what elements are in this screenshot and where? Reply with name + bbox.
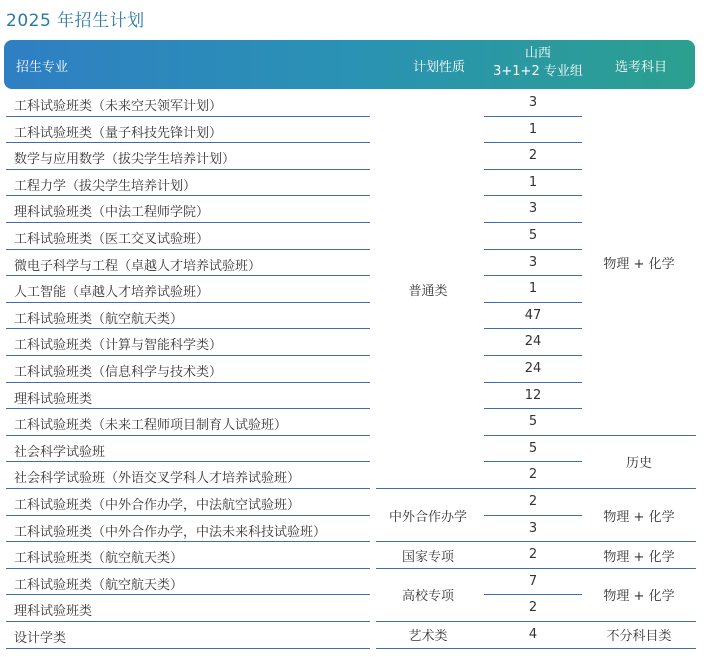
plan-type-divider: [376, 541, 484, 542]
table-row-count: 3: [528, 95, 538, 110]
table-row-major: 社会科学试验班（外语交叉学科人才培养试验班）: [14, 471, 301, 487]
table-row-major: 工科试验班类（中外合作办学，中法未来科技试验班）: [14, 524, 327, 540]
count-row-divider: [484, 594, 582, 595]
subject-divider: [582, 541, 696, 542]
major-row-divider: [6, 355, 370, 356]
table-row-major: 工科试验班类（中外合作办学，中法航空试验班）: [14, 498, 301, 513]
table-row-major: 工程力学（拔尖学生培养计划）: [14, 178, 197, 194]
header-province: [488, 45, 588, 81]
subject-divider: [582, 648, 696, 649]
table-row-count: 1: [528, 281, 538, 297]
subject-requirement-cell: 物理 + 化学: [603, 589, 675, 605]
subject-requirement-cell: 物理 + 化学: [603, 256, 675, 272]
subject-divider: [582, 568, 696, 569]
table-row-count: 2: [528, 467, 538, 483]
major-row-divider: [6, 488, 370, 489]
table-header: [4, 40, 695, 89]
subject-requirement-cell: 物理 + 化学: [603, 509, 675, 525]
count-row-divider: [484, 249, 582, 250]
table-row-major: 理科试验班类: [14, 391, 93, 407]
plan-type-cell: 高校专项: [401, 589, 454, 605]
table-row-count: 2: [528, 148, 538, 164]
major-row-divider: [6, 461, 370, 462]
table-row-count: 7: [528, 573, 538, 589]
plan-type-cell: 艺术类: [408, 629, 448, 645]
table-row-major: 工科试验班类（航空航天类）: [14, 577, 184, 593]
count-row-divider: [484, 648, 582, 649]
table-row-count: 3: [528, 201, 538, 217]
major-row-divider: [6, 648, 370, 649]
count-row-divider: [484, 275, 582, 276]
plan-type-divider: [376, 648, 484, 649]
table-row-major: 工科试验班类（未来空天领军计划）: [14, 99, 223, 114]
major-row-divider: [6, 621, 370, 622]
major-row-divider: [6, 541, 370, 542]
plan-type-divider: [376, 621, 484, 622]
count-row-divider: [484, 515, 582, 516]
table-row-major: 理科试验班类（中法工程师学院）: [14, 205, 210, 221]
count-row-divider: [484, 488, 582, 489]
table-row-count: 2: [528, 600, 538, 616]
table-row-major: 工科试验班类（未来工程师项目制育人试验班）: [14, 418, 288, 434]
header-major: 招生专业: [16, 60, 69, 75]
major-row-divider: [6, 116, 370, 117]
header-plan-type: 计划性质: [412, 60, 465, 75]
major-row-divider: [6, 275, 370, 276]
table-row-major: 工科试验班类（航空航天类）: [14, 311, 184, 327]
count-row-divider: [484, 435, 582, 436]
header-province-group: 3+1+2 专业组: [493, 64, 583, 79]
count-row-divider: [484, 355, 582, 356]
major-row-divider: [6, 222, 370, 223]
plan-type-divider: [376, 488, 484, 489]
table-row-count: 3: [528, 520, 538, 536]
subject-divider: [582, 435, 696, 436]
count-row-divider: [484, 195, 582, 196]
major-row-divider: [6, 515, 370, 516]
table-row-count: 2: [528, 547, 538, 563]
count-row-divider: [484, 408, 582, 409]
table-row-major: 工科试验班类（航空航天类）: [14, 551, 184, 567]
subject-divider: [582, 621, 696, 622]
table-row-count: 3: [528, 254, 538, 270]
major-row-divider: [6, 435, 370, 436]
count-row-divider: [484, 169, 582, 170]
count-row-divider: [484, 302, 582, 303]
count-row-divider: [484, 142, 582, 143]
count-row-divider: [484, 382, 582, 383]
major-row-divider: [6, 169, 370, 170]
count-row-divider: [484, 222, 582, 223]
major-row-divider: [6, 594, 370, 595]
major-row-divider: [6, 382, 370, 383]
table-row-count: 47: [524, 307, 542, 323]
table-row-count: 5: [528, 228, 538, 243]
major-row-divider: [6, 568, 370, 569]
header-subjects: 选考科目: [614, 60, 667, 75]
count-row-divider: [484, 541, 582, 542]
plan-type-cell: 普通类: [408, 283, 448, 299]
table-row-count: 12: [524, 387, 542, 403]
subject-divider: [582, 488, 696, 489]
table-row-major: 社会科学试验班: [14, 444, 106, 460]
count-row-divider: [484, 568, 582, 569]
table-row-count: 24: [524, 361, 542, 376]
table-row-major: 数学与应用数学（拔尖学生培养计划）: [14, 152, 236, 168]
plan-type-cell: 中外合作办学: [388, 509, 467, 525]
subject-requirement-cell: 不分科目类: [606, 629, 672, 645]
count-row-divider: [484, 621, 582, 622]
major-row-divider: [6, 249, 370, 250]
table-row-count: 5: [528, 414, 538, 430]
table-row-major: 人工智能（卓越人才培养试验班）: [14, 285, 210, 301]
table-row-count: 1: [528, 121, 538, 137]
table-row-count: 2: [528, 494, 538, 509]
plan-type-cell: 国家专项: [401, 549, 454, 565]
major-row-divider: [6, 408, 370, 409]
major-row-divider: [6, 142, 370, 143]
count-row-divider: [484, 328, 582, 329]
page-title: 2025 年招生计划: [6, 11, 145, 31]
count-row-divider: [484, 461, 582, 462]
subject-requirement-cell: 物理 + 化学: [603, 549, 675, 565]
subject-requirement-cell: 历史: [625, 456, 652, 472]
header-province-name: 山西: [524, 46, 551, 61]
table-row-major: 微电子科学与工程（卓越人才培养试验班）: [14, 258, 262, 274]
table-row-count: 5: [528, 440, 538, 456]
major-row-divider: [6, 328, 370, 329]
plan-type-divider: [376, 568, 484, 569]
table-row-major: 工科试验班类（量子科技先锋计划）: [14, 125, 223, 141]
table-row-major: 设计学类: [14, 631, 67, 646]
major-row-divider: [6, 195, 370, 196]
table-row-count: 1: [528, 174, 538, 190]
count-row-divider: [484, 116, 582, 117]
table-row-major: 理科试验班类: [14, 604, 93, 620]
table-row-count: 24: [524, 334, 542, 350]
major-row-divider: [6, 302, 370, 303]
table-row-count: 4: [528, 627, 538, 642]
table-row-major: 工科试验班类（医工交叉试验班）: [14, 232, 210, 247]
table-row-major: 工科试验班类（信息科学与技术类）: [14, 365, 223, 380]
table-row-major: 工科试验班类（计算与智能科学类）: [14, 338, 223, 354]
